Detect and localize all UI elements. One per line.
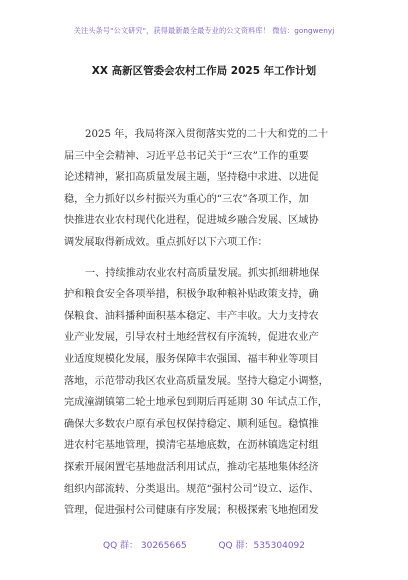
body-line: 组织内部流转、分类退出。规范“强村公司”设立、运作、	[64, 483, 319, 495]
body-line: 管理，促进强村公司健康有序发展；积极探索飞地抱团发	[64, 505, 319, 517]
footer-qq-group-1[interactable]: QQ 群： 30265665	[102, 541, 187, 551]
body-line: 探索开展闲置宅基地盘活利用试点，推动宅基地集体经济	[64, 461, 319, 473]
body-line: 业适度规模化发展，服务保障丰农强国、福丰种业等项目	[64, 353, 319, 365]
document-title: XX 高新区管委会农村工作局 2025 年工作计划	[91, 65, 317, 77]
body-line: 调发展取得新成效。重点抓好以下六项工作：	[64, 236, 268, 248]
body-line: 届三中全会精神、习近平总书记关于“三农”工作的重要	[64, 150, 309, 162]
footer-qq-group-2[interactable]: QQ 群：535304092	[218, 541, 306, 551]
body-line: 2025 年，我局将深入贯彻落实党的二十大和党的二十	[85, 129, 329, 140]
body-line: 快推进农业农村现代化进程，促进城乡融合发展、区域协	[64, 215, 319, 227]
body-line: 进农村宅基地管理，摸清宅基地底数，在沥林镇选定村组	[64, 440, 319, 452]
body-line: 保粮食、油料播种面积基本稳定、丰产丰收。大力支持农	[64, 310, 319, 322]
body-line: 护和粮食安全各项举措，积极争取种粮补贴政策支持，确	[64, 289, 319, 301]
body-line: 落地，示范带动我区农业高质量发展。坚持大稳定小调整，	[64, 375, 329, 387]
document-body	[64, 124, 350, 522]
body-line: 稳，全力抓好以乡村振兴为重心的“三农”各项工作，加	[64, 193, 309, 205]
body-line: 业产业发展，引导农村土地经营权有序流转，促进农业产	[64, 332, 319, 344]
body-line: 确保大多数农户原有承包权保持稳定、顺利延包。稳慎推	[64, 418, 319, 430]
promo-banner[interactable]: 关注头条号"公文研究"，获得最新最全最专业的公文资料库！ 微信：gongwenyj	[73, 26, 335, 35]
footer-contacts	[0, 538, 408, 551]
body-line: 完成潼湖镇第二轮土地承包到期后再延期 30 年试点工作，	[64, 397, 328, 409]
body-line: 论述精神，紧扣高质量发展主题，坚持稳中求进、以进促	[64, 172, 319, 184]
body-line: 一、持续推动农业农村高质量发展。抓实抓细耕地保	[85, 267, 320, 279]
